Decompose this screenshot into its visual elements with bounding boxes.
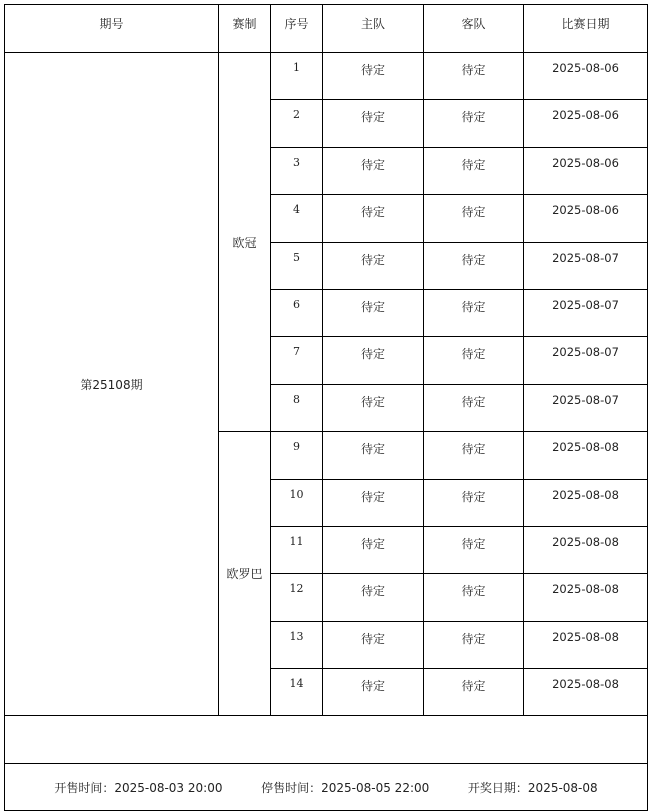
match-date-cell: 2025-08-08 xyxy=(524,669,648,716)
footer-row xyxy=(5,763,648,810)
match-date-cell: 2025-08-08 xyxy=(524,526,648,573)
match-date-cell: 2025-08-06 xyxy=(524,100,648,147)
seq-cell: 5 xyxy=(271,242,323,289)
seq-cell: 8 xyxy=(271,384,323,431)
seq-cell: 1 xyxy=(271,53,323,100)
spacer-row xyxy=(5,716,648,763)
seq-cell: 6 xyxy=(271,289,323,336)
header-home: 主队 xyxy=(323,5,424,53)
match-date-cell: 2025-08-08 xyxy=(524,574,648,621)
match-date-cell: 2025-08-08 xyxy=(524,479,648,526)
period-cell: 第25108期 xyxy=(5,53,219,716)
header-competition: 赛制 xyxy=(219,5,271,53)
home-team-cell: 待定 xyxy=(323,53,424,100)
home-team-cell: 待定 xyxy=(323,195,424,242)
footer-cell xyxy=(5,763,648,810)
header-seq: 序号 xyxy=(271,5,323,53)
sale-close-time: 停售时间：2025-08-05 22:00 xyxy=(261,780,430,795)
home-team-cell: 待定 xyxy=(323,574,424,621)
home-team-cell: 待定 xyxy=(323,289,424,336)
competition-cell: 欧冠 xyxy=(219,53,271,432)
seq-cell: 2 xyxy=(271,100,323,147)
table-row xyxy=(5,53,648,100)
home-team-cell: 待定 xyxy=(323,432,424,479)
match-date-cell: 2025-08-07 xyxy=(524,337,648,384)
seq-cell: 10 xyxy=(271,479,323,526)
home-team-cell: 待定 xyxy=(323,147,424,194)
home-team-cell: 待定 xyxy=(323,526,424,573)
competition-cell: 欧罗巴 xyxy=(219,432,271,716)
schedule-table xyxy=(4,4,648,811)
seq-cell: 13 xyxy=(271,621,323,668)
away-team-cell: 待定 xyxy=(424,621,524,668)
away-team-cell: 待定 xyxy=(424,195,524,242)
seq-cell: 14 xyxy=(271,669,323,716)
seq-cell: 9 xyxy=(271,432,323,479)
home-team-cell: 待定 xyxy=(323,242,424,289)
match-date-cell: 2025-08-07 xyxy=(524,289,648,336)
seq-cell: 3 xyxy=(271,147,323,194)
seq-cell: 4 xyxy=(271,195,323,242)
home-team-cell: 待定 xyxy=(323,621,424,668)
home-team-cell: 待定 xyxy=(323,100,424,147)
header-row xyxy=(5,5,648,53)
match-date-cell: 2025-08-07 xyxy=(524,384,648,431)
header-period: 期号 xyxy=(5,5,219,53)
seq-cell: 12 xyxy=(271,574,323,621)
header-away: 客队 xyxy=(424,5,524,53)
sale-open-time: 开售时间：2025-08-03 20:00 xyxy=(54,780,223,795)
footer-info xyxy=(5,779,647,796)
spacer-cell xyxy=(5,716,648,763)
home-team-cell: 待定 xyxy=(323,337,424,384)
match-date-cell: 2025-08-06 xyxy=(524,195,648,242)
away-team-cell: 待定 xyxy=(424,147,524,194)
match-date-cell: 2025-08-08 xyxy=(524,621,648,668)
away-team-cell: 待定 xyxy=(424,526,524,573)
seq-cell: 11 xyxy=(271,526,323,573)
match-date-cell: 2025-08-06 xyxy=(524,53,648,100)
away-team-cell: 待定 xyxy=(424,53,524,100)
header-date: 比赛日期 xyxy=(524,5,648,53)
away-team-cell: 待定 xyxy=(424,479,524,526)
home-team-cell: 待定 xyxy=(323,669,424,716)
away-team-cell: 待定 xyxy=(424,669,524,716)
match-date-cell: 2025-08-06 xyxy=(524,147,648,194)
match-date-cell: 2025-08-07 xyxy=(524,242,648,289)
away-team-cell: 待定 xyxy=(424,574,524,621)
away-team-cell: 待定 xyxy=(424,100,524,147)
away-team-cell: 待定 xyxy=(424,289,524,336)
away-team-cell: 待定 xyxy=(424,384,524,431)
away-team-cell: 待定 xyxy=(424,242,524,289)
match-date-cell: 2025-08-08 xyxy=(524,432,648,479)
home-team-cell: 待定 xyxy=(323,384,424,431)
draw-date: 开奖日期：2025-08-08 xyxy=(467,780,598,795)
away-team-cell: 待定 xyxy=(424,337,524,384)
seq-cell: 7 xyxy=(271,337,323,384)
away-team-cell: 待定 xyxy=(424,432,524,479)
home-team-cell: 待定 xyxy=(323,479,424,526)
